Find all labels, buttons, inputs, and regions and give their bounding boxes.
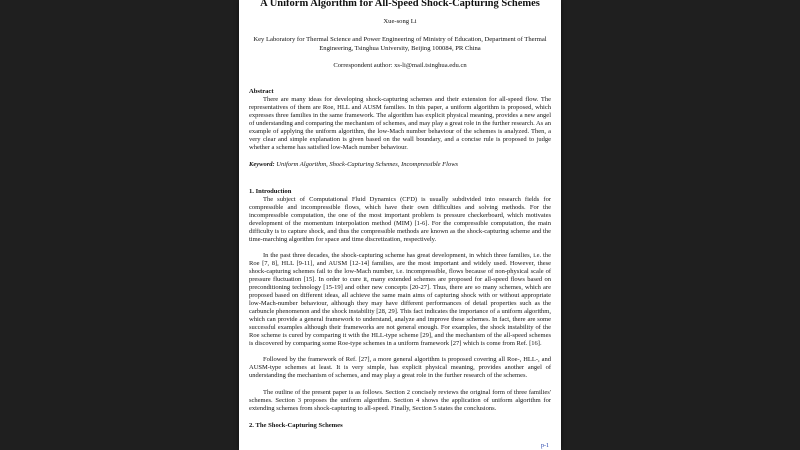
author-affiliation: Key Laboratory for Thermal Science and Power Engineering of Ministry of Education, Department of Thermal Engineering, Tsinghua University, Beijing 100084, PR China	[253, 36, 547, 52]
paper-title: A Uniform Algorithm for All-Speed Shock-Capturing Schemes	[260, 0, 540, 9]
section-heading: 1. Introduction	[249, 187, 292, 195]
body-paragraph: The subject of Computational Fluid Dynamics (CFD) is usually subdivided into research fields for compressible and incompressible flows, which have their own difficulties and solving methods. For the incompressible computation, the one of the most important problem is pressure checkerboard, which motivates development of the momentum interpolation method (MIM) [1-6]. For the compressible computation, the main difficulty is to capture shock, and thus the compressible methods are known as the shock-capturing scheme and the time-marching algorithm for space and time discretization, respectively.	[249, 195, 551, 243]
page-number: p-1	[541, 443, 549, 449]
abstract-text: There are many ideas for developing shock-capturing schemes and their extension for all-speed flow. The representatives of them are Roe, HLL and AUSM families. In this paper, a uniform algorithm is proposed, which expresses three families in the same framework. The algorithm has explicit physical meaning, provides a new angel of understanding and comparing the mechanism of schemes, and may play a great role in the further research. As an example of applying the uniform algorithm, the low-Mach number behaviour of the schemes is analyzed. Then, a very clear and simple explanation is given based on the wall boundary, and a concise rule is proposed to judge whether a scheme has satisfied low-Mach number behaviour.	[249, 96, 551, 152]
keywords-label: Keyword:	[249, 160, 275, 168]
body-paragraph: Followed by the framework of Ref. [27], a more general algorithm is proposed covering all Roe-, HLL-, and AUSM-type schemes at least. It is very simple, has explicit physical meaning, provides another angel of understanding the mechanism of schemes, and may play a great role in the further research of the schemes.	[249, 356, 551, 380]
body-paragraph: The outline of the present paper is as follows. Section 2 concisely reviews the original form of three families' schemes. Section 3 proposes the uniform algorithm. Section 4 shows the application of uniform algorithm for extending schemes from shock-capturing to all-speed. Finally, Section 5 states the conclusions.	[249, 388, 551, 412]
keywords-text: Uniform Algorithm, Shock-Capturing Schemes, Incompressible Flows	[276, 160, 459, 168]
abstract-heading: Abstract	[249, 88, 274, 96]
section-heading: 2. The Shock-Capturing Schemes	[249, 421, 343, 429]
author-name: Xue-song Li	[383, 18, 417, 25]
keywords-line	[249, 161, 551, 169]
correspondent-author: Correspondent author: xs-li@mail.tsinghua.edu.cn	[333, 62, 467, 70]
paper-page	[239, 0, 561, 450]
page-content	[249, 0, 551, 430]
body-paragraph: In the past three decades, the shock-capturing scheme has great development, in which three families, i.e. the Roe [7, 8], HLL [9-11], and AUSM [12-14] families, are the most important and widely used. However, these shock-capturing schemes fail to the low-Mach number, i.e. incompressible, flows because of non-physical scale of pressure fluctuation [15]. In order to cure it, many extended schemes are proposed for all-speed flows based on preconditioning technology [15-19] and other new concepts [20-27]. Thus, there are so many schemes, which are proposed based on different ideas, all achieve the same main aims of capturing shock with or without appropriate low-Mach-number behaviour, although they may have different performances of detail properties such as the carbuncle phenomenon and the shock instability [28, 29]. This fact indicates the importance of a uniform algorithm, which can provide a general framework to understand, analyze and improve these schemes. In fact, there are some successful examples although their frameworks are not general enough. For examples, the shock instability of the Roe scheme is cured by comparing it with the HLL-type scheme [29], and the mechanism of the all-speed schemes is discovered by comparing some Roe-type schemes in a uniform framework [27] which is come from Ref. [16].	[249, 251, 551, 348]
